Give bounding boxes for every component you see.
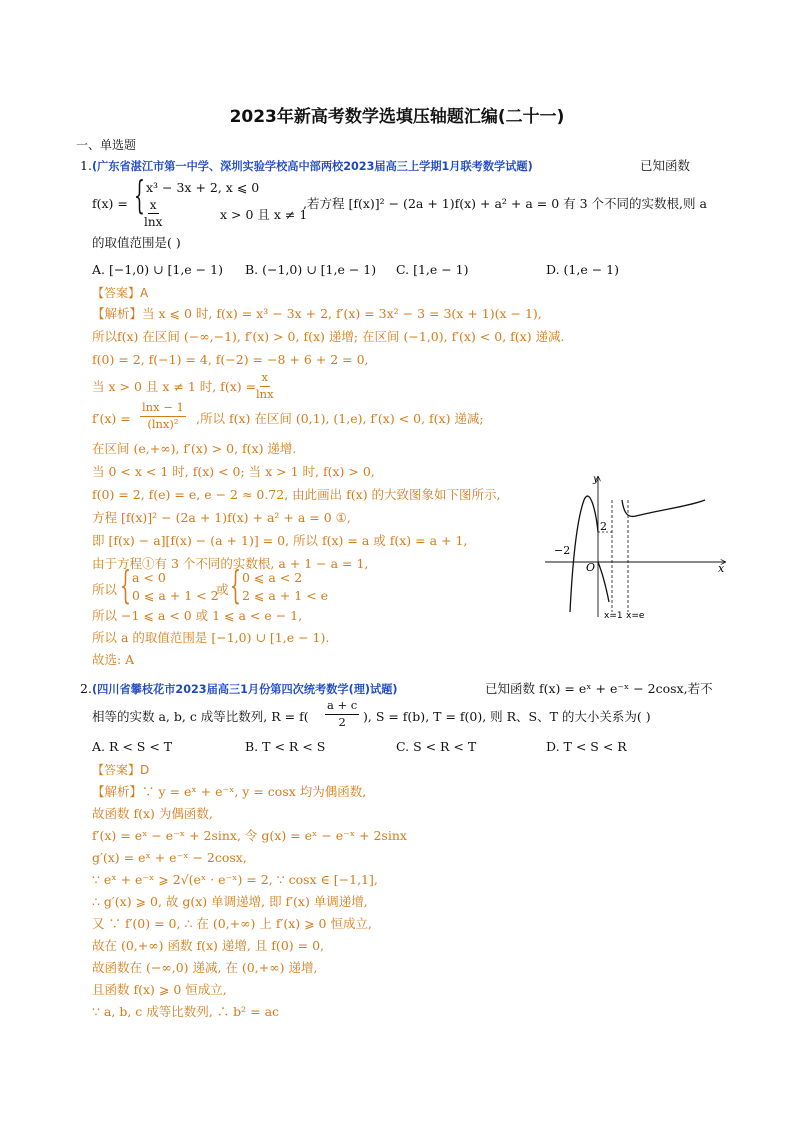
q2-option-c: C. S < R < T [396, 739, 477, 754]
q1-stem-end: 的取值范围是( ) [92, 235, 181, 250]
q1-analysis-line: f(0) = 2, f(e) = e, e − 2 ≈ 0.72, 由此画出 f(x) 的大致图象如下图所示, [92, 487, 501, 502]
q1-analysis-fraction-b [140, 402, 186, 430]
q1-analysis-line: 故选: A [92, 652, 135, 667]
q2-frac-den: 2 [338, 714, 346, 729]
q1-analysis-line: ,所以 f(x) 在区间 (0,1), (1,e), f′(x) < 0, f(x) 递减; [196, 411, 484, 426]
q1-analysis-line: 在区间 (e,+∞), f′(x) > 0, f(x) 递增. [92, 441, 297, 456]
q2-analysis-line: 故在 (0,+∞) 函数 f(x) 递增, 且 f(0) = 0, [92, 938, 324, 953]
q2-analysis-line: 【解析】∵ y = eˣ + e⁻ˣ, y = cosx 均为偶函数, [92, 784, 367, 799]
curve-right [622, 500, 705, 516]
q1-system-1-line: 0 ⩽ a + 1 < 2 [132, 588, 219, 603]
q1-analysis-fraction-a [256, 372, 274, 400]
q1-analysis-line: f′(x) = [92, 411, 131, 426]
q1-analysis-line: 当 0 < x < 1 时, f(x) < 0; 当 x > 1 时, f(x) > 0, [92, 464, 375, 479]
graph-xe: x=e [626, 611, 645, 621]
q1-piece-1: x³ − 3x + 2, x ⩽ 0 [146, 180, 260, 195]
q1-frac-a-num: x [260, 372, 271, 387]
q1-analysis-line: 所以f(x) 在区间 (−∞,−1), f′(x) > 0, f(x) 递增; 在区间 (−1,0), f′(x) < 0, f(x) 递减. [92, 329, 565, 344]
q2-analysis-line: 故函数 f(x) 为偶函数, [92, 806, 213, 821]
curve-middle [598, 562, 609, 602]
graph-x-label: x [718, 562, 725, 575]
q2-answer: 【答案】D [92, 763, 150, 777]
q1-frac-b-den: (lnx)² [147, 416, 179, 431]
q2-option-a: A. R < S < T [92, 739, 173, 754]
q1-fx-label: f(x) = [92, 196, 128, 211]
q2-analysis-line: 故函数在 (−∞,0) 递减, 在 (0,+∞) 递增, [92, 960, 318, 975]
question-1-number: 1. [80, 158, 92, 173]
q1-system-1-line: a < 0 [132, 570, 166, 585]
q1-option-c: C. [1,e − 1) [396, 262, 469, 277]
q1-system-2-line: 0 ⩽ a < 2 [242, 570, 303, 585]
q2-option-d: D. T < S < R [546, 739, 627, 754]
q1-analysis-line: f(0) = 2, f(−1) = 4, f(−2) = −8 + 6 + 2 = 0, [92, 352, 369, 367]
q2-stem-1: 已知函数 f(x) = eˣ + e⁻ˣ − 2cosx,若不 [485, 681, 713, 696]
graph-neg2: −2 [554, 544, 571, 557]
q1-piecewise-brace: { [134, 173, 145, 217]
q1-analysis-line: 所以 −1 ⩽ a < 0 或 1 ⩽ a < e − 1, [92, 608, 303, 623]
q1-system-brace-2: { [230, 563, 241, 607]
q1-analysis-line: 即 [f(x) − a][f(x) − (a + 1)] = 0, 所以 f(x) = a 或 f(x) = a + 1, [92, 533, 468, 548]
q1-system-2-line: 2 ⩽ a + 1 < e [242, 588, 329, 603]
q2-option-b: B. T < R < S [245, 739, 326, 754]
q1-analysis-line: 所以 a 的取值范围是 [−1,0) ∪ [1,e − 1). [92, 630, 330, 645]
q1-stem-rest: ,若方程 [f(x)]² − (2a + 1)f(x) + a² + a = 0 有 3 个不同的实数根,则 a [303, 196, 707, 211]
q2-stem-2a: 相等的实数 a, b, c 成等比数列, R = f( [92, 709, 309, 724]
q1-option-d: D. (1,e − 1) [546, 262, 619, 277]
page-title: 2023年新高考数学选填压轴题汇编(二十一) [229, 107, 565, 127]
q1-option-b: B. (−1,0) ∪ [1,e − 1) [245, 262, 377, 277]
q2-analysis-line: 且函数 f(x) ⩾ 0 恒成立, [92, 982, 227, 997]
q1-piece-2-cond: x > 0 且 x ≠ 1 [220, 207, 308, 222]
q1-piece-2-num: x [149, 198, 157, 212]
q2-analysis-line: ∵ eˣ + e⁻ˣ ⩾ 2√(eˣ · e⁻ˣ) = 2, ∵ cosx ∈ [−1,1], [92, 872, 378, 887]
q2-analysis-line: ∴ g′(x) ⩾ 0, 故 g(x) 单调递增, 即 f′(x) 单调递增, [92, 894, 368, 909]
q1-analysis-line: 或 [216, 582, 229, 597]
q2-analysis-line: ∵ a, b, c 成等比数列, ∴ b² = ac [92, 1004, 280, 1019]
q1-analysis-line: 当 x > 0 且 x ≠ 1 时, f(x) = [92, 379, 257, 394]
graph-x1: x=1 [604, 611, 623, 621]
q2-analysis-line: 又 ∵ f′(0) = 0, ∴ 在 (0,+∞) 上 f′(x) ⩾ 0 恒成立, [92, 916, 372, 931]
q1-frac-a-den: lnx [256, 386, 274, 401]
q2-frac-num: a + c [325, 700, 359, 715]
q2-stem-2b: ), S = f(b), T = f(0), 则 R、S、T 的大小关系为( ) [363, 709, 651, 724]
q2-analysis-line: f′(x) = eˣ − e⁻ˣ + 2sinx, 令 g(x) = eˣ − e⁻ˣ + 2sinx [92, 828, 407, 843]
q1-analysis-line: 方程 [f(x)]² − (2a + 1)f(x) + a² + a = 0 ①, [92, 510, 351, 525]
graph-two: 2 [600, 520, 607, 533]
graph-y-label: y [593, 474, 599, 485]
question-1-intro: 已知函数 [640, 158, 691, 173]
q2-fraction [325, 700, 359, 728]
q1-piece-2-den: lnx [144, 215, 163, 229]
q1-system-brace-1: { [120, 563, 131, 607]
curve-left [570, 496, 598, 612]
q1-piece-2-fraction [144, 199, 162, 228]
q1-option-a: A. [−1,0) ∪ [1,e − 1) [92, 262, 223, 277]
q2-analysis-line: g′(x) = eˣ + e⁻ˣ − 2cosx, [92, 850, 247, 865]
q1-frac-b-num: lnx − 1 [140, 402, 186, 417]
q1-answer: 【答案】A [92, 286, 149, 300]
question-2-number: 2. [80, 681, 92, 696]
function-graph [540, 472, 730, 622]
q1-analysis-line: 所以 [92, 582, 118, 597]
question-2-source: (四川省攀枝花市2023届高三1月份第四次统考数学(理)试题) [92, 683, 398, 696]
question-1-source: (广东省湛江市第一中学、深圳实验学校高中部两校2023届高三上学期1月联考数学试题) [92, 160, 533, 173]
graph-origin: O [586, 561, 596, 574]
q1-analysis-line: 由于方程①有 3 个不同的实数根, a + 1 − a = 1, [92, 556, 369, 571]
section-heading: 一、单选题 [76, 138, 137, 152]
q1-analysis-line: 【解析】当 x ⩽ 0 时, f(x) = x³ − 3x + 2, f′(x) = 3x² − 3 = 3(x + 1)(x − 1), [92, 306, 542, 321]
